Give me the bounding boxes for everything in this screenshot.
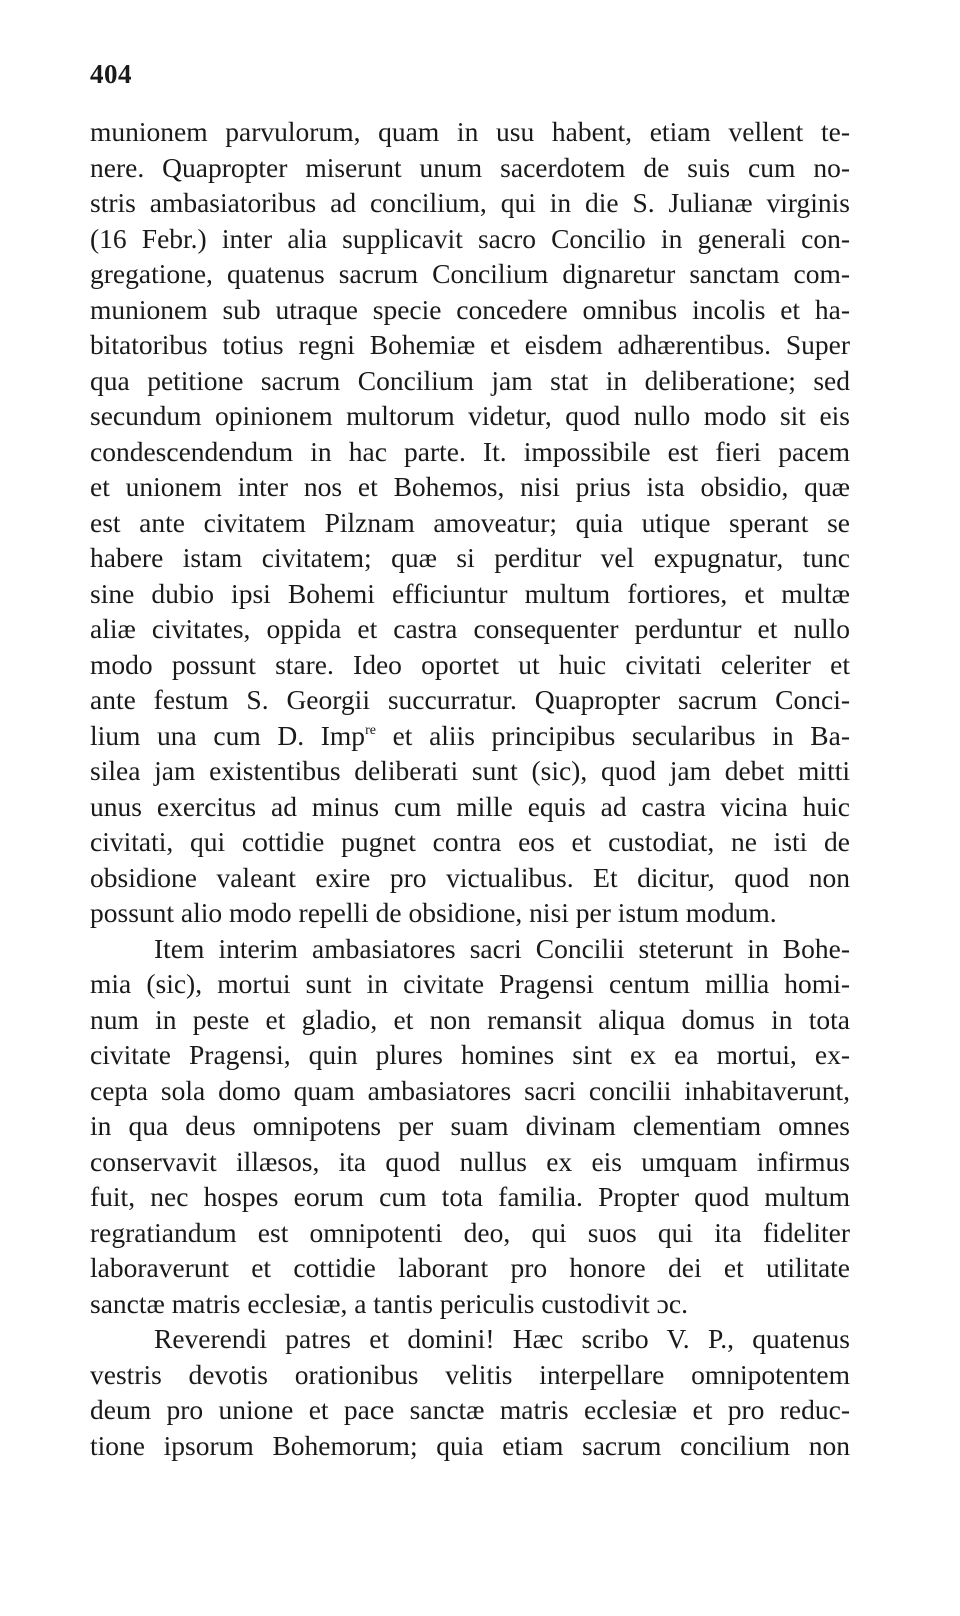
text-line: in qua deus omnipotens per suam divinam clementiam omnes [90,1110,850,1141]
text-line: condescendendum in hac parte. It. impossibile est fieri pacem [90,435,850,467]
paragraph-2 [90,931,850,1322]
text-line: munionem sub utraque specie concedere omnibus incolis et ha- [90,293,850,325]
text-line: habere istam civitatem; quæ si perditur vel expugnatur, tunc [90,542,850,573]
text-segment: lium una cum D. Imp [90,719,366,751]
text-line: laboraverunt et cottidie laborant pro honore dei et utilitate [90,1252,850,1283]
text-line: regratiandum est omnipotenti deo, qui suos qui ita fideliter [90,1216,850,1248]
text-line: fuit, nec hospes eorum cum tota familia. Propter quod multum [90,1181,850,1212]
text-line: deum pro unione et pace sanctæ matris ecclesiæ et pro reduc- [90,1394,850,1425]
text-line: sanctæ matris ecclesiæ, a tantis periculis custodivit ɔc. [90,1287,688,1319]
text-line: sine dubio ipsi Bohemi efficiuntur multum fortiores, et multæ [90,577,850,609]
text-line: stris ambasiatoribus ad concilium, qui in die S. Julianæ virginis [90,187,850,218]
text-line: modo possunt stare. Ideo oportet ut huic civitati celeriter et [90,648,850,680]
paragraph-1 [90,114,850,931]
text-line: Item interim ambasiatores sacri Concilii steterunt in Bohe- [154,932,850,964]
text-line: civitati, qui cottidie pugnet contra eos et custodiat, ne isti de [90,826,850,857]
text-line: vestris devotis orationibus velitis interpellare omnipotentem [90,1358,850,1390]
text-segment: et aliis principibus secularibus in Ba- [375,719,850,751]
text-line: (16 Febr.) inter alia supplicavit sacro Concilio in generali con- [90,222,850,254]
text-line: unus exercitus ad minus cum mille equis ad castra vicina huic [90,790,850,822]
text-line: est ante civitatem Pilznam amoveatur; quia utique sperant se [90,506,850,538]
text-line: Reverendi patres et domini! Hæc scribo V. P., quatenus [154,1323,850,1354]
text-line: tione ipsorum Bohemorum; quia etiam sacrum concilium non [90,1429,850,1461]
text-line: num in peste et gladio, et non remansit aliqua domus in tota [90,1003,850,1035]
text-line: ante festum S. Georgii succurratur. Quapropter sacrum Conci- [90,684,850,715]
text-line: secundum opinionem multorum videtur, quod nullo modo sit eis [90,400,850,431]
text-line-with-superscript [90,718,850,754]
text-line: cepta sola domo quam ambasiatores sacri concilii inhabitaverunt, [90,1074,850,1106]
text-line: civitate Pragensi, quin plures homines sint ex ea mortui, ex- [90,1039,850,1070]
text-line: silea jam existentibus deliberati sunt (sic), quod jam debet mitti [90,755,850,786]
text-line: conservavit illæsos, ita quod nullus ex eis umquam infirmus [90,1145,850,1177]
text-line: et unionem inter nos et Bohemos, nisi prius ista obsidio, quæ [90,471,850,502]
text-line: nere. Quapropter miserunt unum sacerdotem de suis cum no- [90,151,850,183]
text-line: aliæ civitates, oppida et castra consequenter perduntur et nullo [90,613,850,644]
text-line: possunt alio modo repelli de obsidione, nisi per istum modum. [90,897,777,928]
document-page [90,58,850,1598]
text-line: gregatione, quatenus sacrum Concilium dignaretur sanctam com- [90,258,850,289]
text-line: obsidione valeant exire pro victualibus. Et dicitur, quod non [90,861,850,893]
superscript-abbreviation: re [365,722,376,738]
text-line: mia (sic), mortui sunt in civitate Pragensi centum millia homi- [90,968,850,999]
text-line: munionem parvulorum, quam in usu habent, etiam vellent te- [90,116,850,147]
text-line: qua petitione sacrum Concilium jam stat in deliberatione; sed [90,364,850,396]
page-number: 404 [90,59,132,89]
paragraph-3 [90,1321,850,1463]
text-line: bitatoribus totius regni Bohemiæ et eisdem adhærentibus. Super [90,329,850,360]
